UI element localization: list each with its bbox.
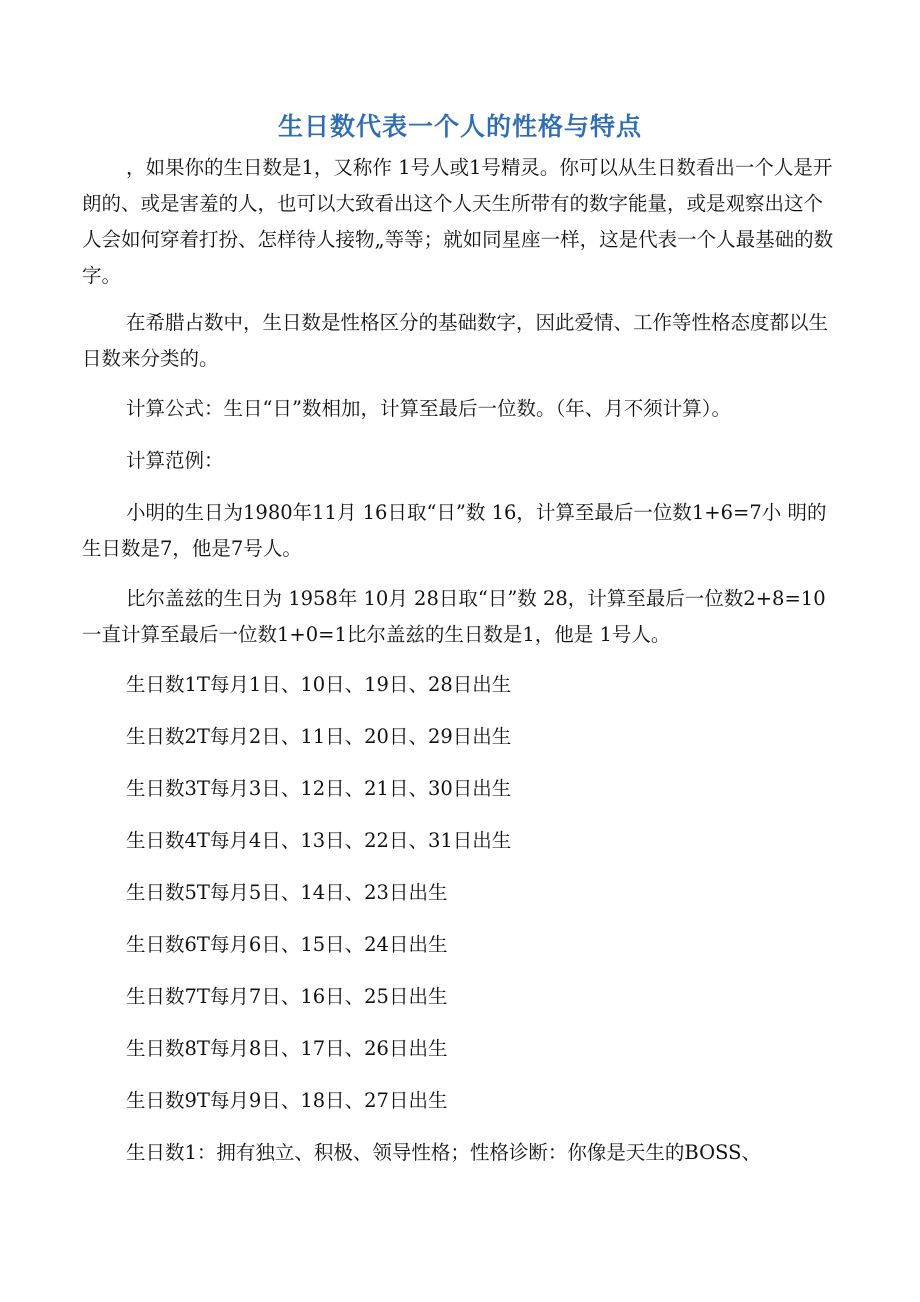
list-item: 生日数8T每月8日、17日、26日出生 <box>126 1037 448 1060</box>
list-item: 生日数9T每月9日、18日、27日出生 <box>126 1089 448 1112</box>
page-title: 生日数代表一个人的性格与特点 <box>277 111 642 141</box>
list-item: 生日数5T每月5日、14日、23日出生 <box>126 881 448 904</box>
example-heading: 计算范例： <box>126 449 224 472</box>
formula-paragraph: 计算公式：生日“日”数相加，计算至最后一位数。（年、月不须计算）。 <box>126 397 731 420</box>
list-item: 生日数6T每月6日、15日、24日出生 <box>126 933 448 956</box>
example-xiaoming-paragraph: 小明的生日为1980年11月 16日取“日”数 16，计算至最后一位数1+6=7小 明的生日数是7，他是7号人。 <box>82 501 827 560</box>
birthday-number-list <box>82 667 840 1135</box>
intro-paragraph: ，如果你的生日数是1，又称作 1号人或1号精灵。你可以从生日数看出一个人是开朗的、或是害羞的人，也可以大致看出这个人天生所带有的数字能量，或是观察出这个人会如何穿着打扮、怎样待人接物„等等；就如同星座一样，这是代表一个人最基础的数字。 <box>82 156 834 287</box>
list-item: 生日数3T每月3日、12日、21日、30日出生 <box>126 777 512 800</box>
list-item: 生日数1T每月1日、10日、19日、28日出生 <box>126 673 512 696</box>
list-item: 生日数2T每月2日、11日、20日、29日出生 <box>126 725 512 748</box>
greek-numerology-paragraph: 在希腊占数中，生日数是性格区分的基础数字，因此爱情、工作等性格态度都以生日数来分类的。 <box>82 311 829 370</box>
list-item: 生日数7T每月7日、16日、25日出生 <box>126 985 448 1008</box>
example-billgates-paragraph: 比尔盖兹的生日为 1958年 10月 28日取“日”数 28，计算至最后一位数2+8=10一直计算至最后一位数1+0=1比尔盖兹的生日数是1，他是 1号人。 <box>82 587 826 646</box>
birthday-1-description: 生日数1：拥有独立、积极、领导性格；性格诊断：你像是天生的BOSS、 <box>126 1141 761 1164</box>
list-item: 生日数4T每月4日、13日、22日、31日出生 <box>126 829 512 852</box>
